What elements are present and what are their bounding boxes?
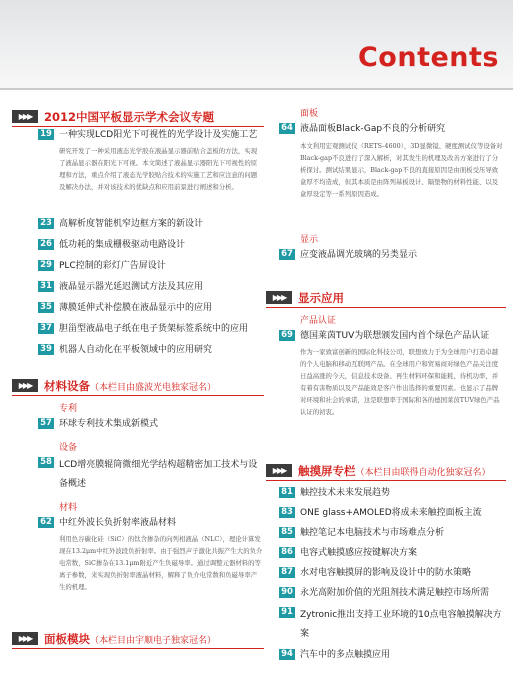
page-number: 85 (279, 527, 295, 538)
section-rule (12, 126, 264, 127)
toc-item-94[interactable] (279, 648, 505, 663)
subsection-material: 材料 (59, 503, 78, 513)
toc-item-29[interactable] (38, 259, 263, 274)
page-number: 81 (279, 487, 295, 498)
article-abstract: 作为一家致富创新的国际化科技公司，联想致力于为全球用户打造卓越的个人电脑和移动互联网产品。在全球用户和贸易商对绿色产品关注度日益高涨的今天，信息技术设备、再生材料环保和能耗、待机功率、并有着有害物质以及产品能效是客户作出选择的重要因素。也显示了品牌对环境和社会的承诺，这是联想率于国际和各的德国莱茵TUV绿色产品认证的初衷。 (300, 348, 500, 416)
article-title: 触控技术未来发展趋势 (300, 488, 391, 498)
article-title: 液晶面板Black-Gap不良的分析研究 (300, 124, 446, 134)
article-title: ONE glass+AMOLED将成未来触控面板主流 (300, 508, 482, 518)
section-rule (266, 307, 506, 308)
section-sponsor: （本栏目由盛波光电独家冠名） (90, 382, 217, 393)
toc-item-37[interactable] (38, 322, 263, 337)
section-title: 显示应用 (298, 290, 344, 305)
toc-item-31[interactable] (38, 280, 263, 295)
page-number: 19 (38, 129, 54, 140)
page-number: 29 (38, 260, 54, 271)
toc-item-86[interactable] (279, 546, 505, 561)
article-title: 水对电容触摸屏的影响及设计中的防水策略 (300, 568, 472, 578)
page-number: 91 (279, 607, 295, 618)
toc-item-83[interactable] (279, 506, 505, 521)
page-number: 64 (279, 123, 295, 134)
article-title: 应变液晶调光玻璃的另类显示 (300, 250, 418, 260)
section-flat-panel-conference[interactable] (12, 106, 264, 127)
article-title: 液晶显示器光延迟测试方法及其应用 (59, 282, 204, 292)
subsection-product-certification: 产品认证 (300, 316, 337, 326)
section-sponsor: （本栏目由联得自动化独家冠名） (355, 467, 491, 478)
section-sponsor: （本栏目由宇顺电子独家冠名） (90, 635, 217, 646)
page-number: 69 (279, 330, 295, 341)
section-rule (12, 648, 264, 649)
subsection-equipment: 设备 (59, 443, 78, 453)
section-rule (12, 395, 264, 396)
article-title: 触控笔记本电脑技术与市场难点分析 (300, 528, 445, 538)
header-divider (0, 88, 513, 90)
toc-item-67[interactable] (279, 248, 505, 263)
article-title: Zytronic推出支持工业环境的10点电容触摸解决方案 (300, 610, 502, 639)
section-display-application[interactable] (266, 287, 506, 308)
section-title: 面板模块（本栏目由宇顺电子独家冠名） (44, 631, 217, 646)
page-number: 58 (38, 457, 54, 468)
toc-item-19[interactable] (38, 128, 263, 143)
article-title: 德国莱茵TUV为联想颁发国内首个绿色产品认证 (300, 331, 490, 341)
subsection-panel: 面板 (300, 109, 319, 119)
article-title: 高解析度智能机窄边框方案的新设计 (59, 219, 204, 229)
subsection-display: 显示 (300, 235, 319, 245)
section-title: 材料设备（本栏目由盛波光电独家冠名） (44, 378, 217, 393)
toc-item-87[interactable] (279, 566, 505, 581)
toc-item-85[interactable] (279, 526, 505, 541)
toc-item-81[interactable] (279, 486, 505, 501)
section-touchscreen[interactable] (266, 460, 506, 481)
page-number: 94 (279, 649, 295, 660)
article-abstract: 研究开发了一种采用液态光学胶在液晶显示器前贴合盖板的方法，实现了液晶显示器在阳光下可视。本文简述了液晶显示器阳光下可视性的原理和方法，重点介绍了液态光学胶贴合技术的实施工艺和应注意的问题及解决办法，并对该技术的优缺点和应用前景进行阐述和分析。 (59, 147, 258, 191)
page-number: 57 (38, 418, 54, 429)
page-number: 26 (38, 239, 54, 250)
arrows-icon: ▶▶▶ (12, 632, 38, 645)
subsection-patent: 专利 (59, 404, 78, 414)
article-title: 电容式触摸感应按键解决方案 (300, 548, 418, 558)
page-number: 67 (279, 249, 295, 260)
article-title: 永光高附加价值的光阻剂技术满足触控市场所需 (300, 588, 490, 598)
arrows-icon: ▶▶▶ (12, 379, 38, 392)
page-number: 31 (38, 281, 54, 292)
article-title: 环球专利技术集成新模式 (59, 419, 159, 429)
article-title: 薄膜延伸式补偿膜在液晶显示中的应用 (59, 303, 213, 313)
toc-item-39[interactable] (38, 343, 263, 358)
section-title: 2012中国平板显示学术会议专题 (44, 109, 215, 124)
article-title: PLC控制的彩灯广告屏设计 (59, 261, 166, 271)
article-abstract: 利用色谷碳化硅（SiC）的钛含掺杂的向列相液晶（NLC），理论计算发现在13.2μm中红外波段负折射率。由于强烈声子激化共振产生大的负介电常数，SiC掺杂在13.1μm附近产生负磁导率。通过调整元器材料的等离子参数，来实现负折射率液晶材料，解释了负介电常数和负磁导率产生的机理。 (59, 535, 263, 591)
section-panel-module[interactable] (12, 628, 264, 649)
toc-item-62[interactable] (38, 516, 263, 531)
article-abstract: 本文利用宏观测试仪（RETS-4600），3D显微镜、硬度测试仪等设备对Black-gap不良进行了深入解析，对其发生的机理及改善方案进行了分析探讨。测试结果显示，Black-gap不良的直接原因是由面板受压导致盒厚不均造成，但其本质是由阵列基板设计、隔垫物的材料性能、以及盒厚设定等一系列原因造成。 (300, 142, 503, 198)
article-title: 汽车中的多点触摸应用 (300, 650, 391, 660)
toc-item-91[interactable] (279, 606, 505, 644)
page-number: 90 (279, 587, 295, 598)
arrows-icon: ▶▶▶ (266, 291, 292, 304)
page-number: 83 (279, 507, 295, 518)
arrows-icon: ▶▶▶ (266, 464, 292, 477)
toc-item-69[interactable] (279, 329, 505, 344)
article-title: 一种实现LCD阳光下可视性的光学设计及实施工艺 (59, 130, 258, 140)
page-number: 86 (279, 547, 295, 558)
toc-item-57[interactable] (38, 417, 263, 432)
page-number: 87 (279, 567, 295, 578)
article-title: LCD增亮膜辊筒微细光学结构超精密加工技术与设备概述 (59, 460, 258, 489)
toc-item-90[interactable] (279, 586, 505, 601)
section-materials-equipment[interactable] (12, 375, 264, 396)
article-title: 低功耗的集成栅极驱动电路设计 (59, 240, 186, 250)
toc-item-64[interactable] (279, 122, 505, 137)
arrows-icon: ▶▶▶ (12, 110, 38, 123)
toc-item-58[interactable] (38, 456, 264, 494)
page-number: 37 (38, 323, 54, 334)
contents-title: Contents (357, 42, 499, 73)
article-title: 胆甾型液晶电子纸在电子货架标签系统中的应用 (59, 324, 249, 334)
section-rule (266, 480, 506, 481)
page-number: 23 (38, 218, 54, 229)
section-title: 触摸屏专栏（本栏目由联得自动化独家冠名） (298, 463, 491, 478)
toc-item-35[interactable] (38, 301, 263, 316)
article-title: 机器人自动化在平板领域中的应用研究 (59, 345, 213, 355)
article-title: 中红外波长负折射率液晶材料 (59, 518, 177, 528)
page-number: 62 (38, 517, 54, 528)
toc-item-23[interactable] (38, 217, 263, 232)
page-number: 39 (38, 344, 54, 355)
toc-item-26[interactable] (38, 238, 263, 253)
page-number: 35 (38, 302, 54, 313)
